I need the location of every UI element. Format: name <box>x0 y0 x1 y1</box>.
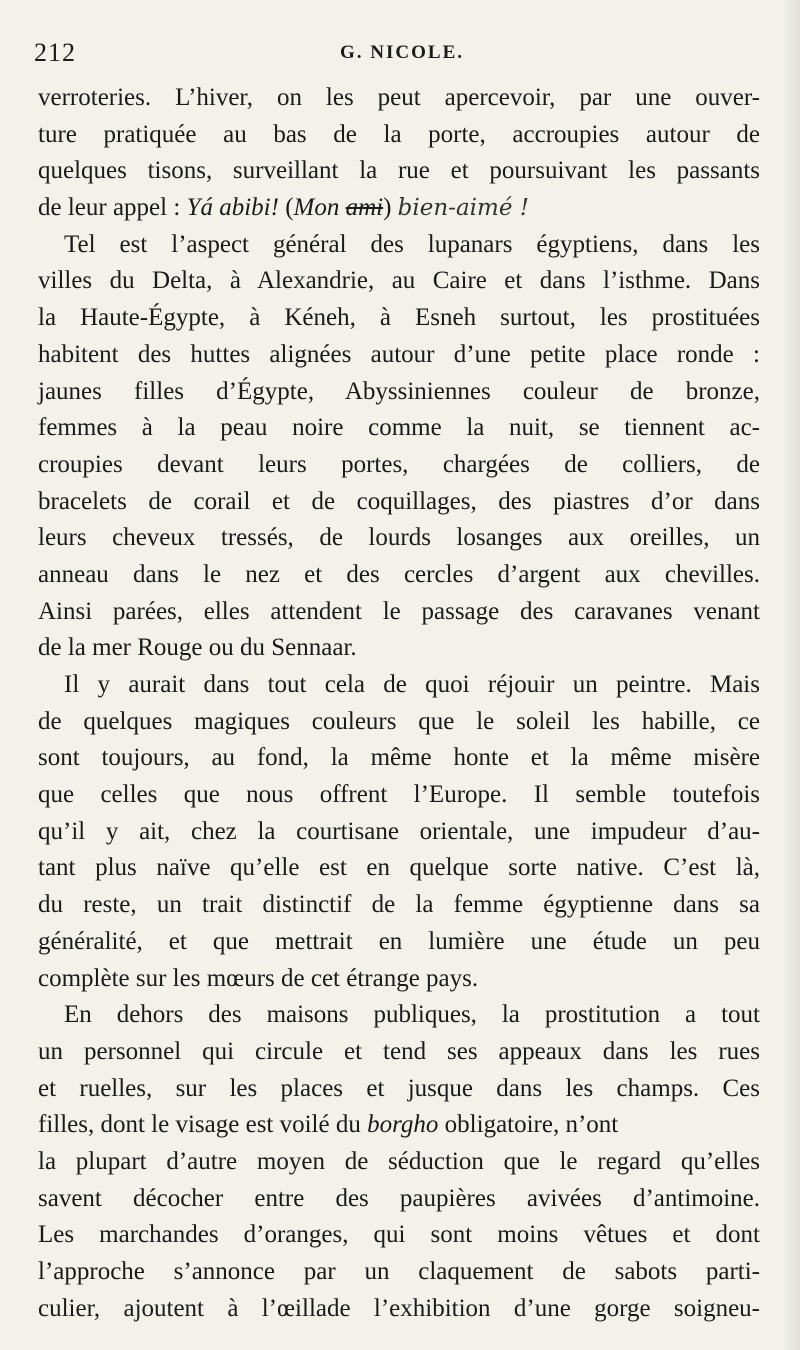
text-line: la plupart d’autre moyen de séduction que le regard qu’elles <box>38 1147 760 1175</box>
text-line: de leur appel : Yá abibi! (Mon ami) bien-aimé ! <box>38 194 529 222</box>
text-line: Les marchandes d’oranges, qui sont moins vêtues et dont <box>38 1221 760 1249</box>
text-line: culier, ajoutent à l’œillade l’exhibition d’une gorge soigneu- <box>38 1294 760 1322</box>
text-line: croupies devant leurs portes, chargées de colliers, de <box>38 450 760 478</box>
text-line: Ainsi parées, elles attendent le passage des caravanes venant <box>38 597 760 625</box>
text-line: Il y aurait dans tout cela de quoi réjouir un peintre. Mais <box>64 671 760 698</box>
text-line: un personnel qui circule et tend ses appeaux dans les rues <box>38 1037 760 1065</box>
text-line: bracelets de corail et de coquillages, des piastres d’or dans <box>38 487 760 515</box>
text-line: En dehors des maisons publiques, la prostitution a tout <box>64 1001 760 1029</box>
text-line: verroteries. L’hiver, on les peut apercevoir, par une ouver- <box>38 84 760 111</box>
text-line: Tel est l’aspect général des lupanars égyptiens, dans les <box>64 230 760 258</box>
text-line: tant plus naïve qu’elle est en quelque sorte native. C’est là, <box>38 854 760 882</box>
text-line: de quelques magiques couleurs que le soleil les habille, ce <box>38 707 760 735</box>
text-line: femmes à la peau noire comme la nuit, se tiennent ac- <box>38 414 760 442</box>
text-line: complète sur les mœurs de cet étrange pays. <box>38 964 479 992</box>
italic-text: Mon <box>293 194 340 222</box>
handwritten-annotation: bien-aimé ! <box>397 195 529 222</box>
text-line: anneau dans le nez et des cercles d’argent aux chevilles. <box>38 560 760 588</box>
page-edge-shadow <box>782 0 800 1350</box>
text-line: de la mer Rouge ou du Sennaar. <box>38 634 357 662</box>
text-line: jaunes filles d’Égypte, Abyssiniennes couleur de bronze, <box>38 377 760 405</box>
text-line: ture pratiquée au bas de la porte, accroupies autour de <box>38 120 760 148</box>
text-line: la Haute-Égypte, à Kéneh, à Esneh surtout, les prostituées <box>38 304 760 332</box>
page-number: 212 <box>34 38 76 67</box>
text-line: qu’il y ait, chez la courtisane orientale, une impudeur d’au- <box>38 817 760 845</box>
running-head: G. NICOLE. <box>340 42 464 63</box>
page-header <box>32 38 772 72</box>
text-line: villes du Delta, à Alexandrie, au Caire et dans l’isthme. Dans <box>38 267 760 295</box>
text-line: habitent des huttes alignées autour d’une petite place ronde : <box>38 340 760 368</box>
text-line: généralité, et que mettrait en lumière une étude un peu <box>38 927 760 955</box>
text-line: quelques tisons, surveillant la rue et poursuivant les passants <box>38 157 760 185</box>
text-line: que celles que nous offrent l’Europe. Il semble toutefois <box>38 781 760 809</box>
italic-text: borgho <box>367 1111 439 1139</box>
struck-text: ami <box>345 194 384 222</box>
body-text <box>38 80 760 1327</box>
text-line: l’approche s’annonce par un claquement de sabots parti- <box>38 1258 760 1285</box>
text-line: sont toujours, au fond, la même honte et la même misère <box>38 744 760 772</box>
text-line: filles, dont le visage est voilé du borgho obligatoire, n’ont <box>38 1111 619 1139</box>
text-line: savent décocher entre des paupières avivées d’antimoine. <box>38 1184 760 1212</box>
text-line: du reste, un trait distinctif de la femme égyptienne dans sa <box>38 891 760 919</box>
text-line: et ruelles, sur les places et jusque dans les champs. Ces <box>38 1074 760 1102</box>
text-line: leurs cheveux tressés, de lourds losanges aux oreilles, un <box>38 524 760 552</box>
italic-text: Yá abibi! <box>186 194 279 222</box>
